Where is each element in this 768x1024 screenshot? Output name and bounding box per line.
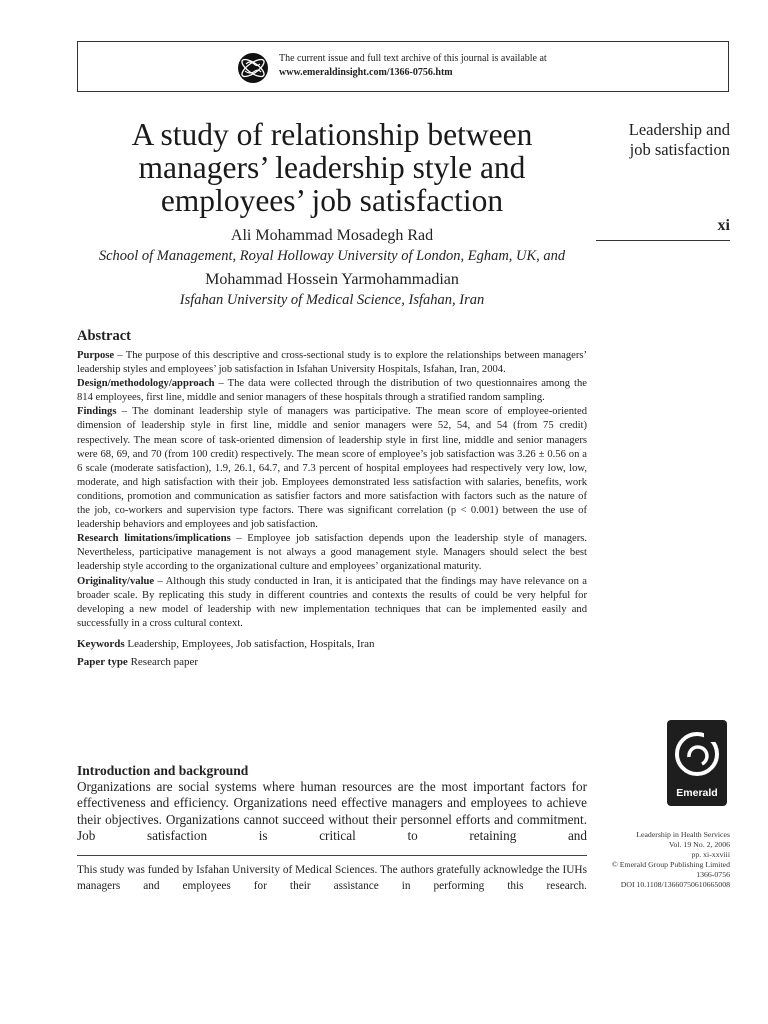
- abstract-limitations: [77, 532, 587, 574]
- abstract-design: [77, 377, 587, 405]
- section-label: Purpose: [77, 350, 115, 361]
- section-text: – Employee job satisfaction depends upon the leadership style of managers. Nevertheless, participative management is not always a good management style. Managers should select the best leadership style according to the organizational culture and employees’ organizational maturity.: [77, 533, 587, 573]
- abstract-originality: [77, 575, 587, 631]
- logo-wordmark: Emerald: [676, 787, 718, 799]
- author-name: Mohammad Hossein Yarmohammadian: [205, 271, 459, 288]
- paper-type-value: Research paper: [130, 655, 199, 668]
- abstract-heading: Abstract: [77, 328, 131, 344]
- copyright-notice: © Emerald Group Publishing Limited: [611, 860, 730, 869]
- title-line: managers’ leadership style and: [138, 150, 526, 185]
- paper-type-label: Paper type: [77, 655, 128, 668]
- journal-access-box: [77, 41, 729, 92]
- section-heading: Introduction and background: [77, 763, 249, 778]
- title-line: employees’ job satisfaction: [160, 183, 504, 218]
- section-text: – The data were collected through the distribution of two questionnaires among the 814 employees, first line, middle and senior managers of these hospitals through a stratified random sampling.: [77, 378, 587, 404]
- section-text: – The dominant leadership style of managers was participative. The mean score of employee-oriented dimension of leadership style in first line, middle and senior managers were 52, 54, and 54 (from 75 credit) respectively. The mean score of task-oriented dimension of leadership style in first line, middle and senior managers were 68, 69, and 70 (from 100 credit) respectively. The mean score of employee’s job satisfaction was 3.26 ± 0.56 on a 6 scale (moderate satisfaction), 1.9, 26.1, 64.7, and 7.3 percent of hospital employees had respectively very low, low, moderate, and high satisfaction with their job. Employees demonstrated less satisfaction with salaries, benefits, work conditions, promotion and communication as satisfier factors and more satisfaction with factors such as the nature of the job, co-workers and supervision type factors. There was significant correlation (p < 0.001) between the use of leadership behaviors and employees and job satisfaction.: [77, 406, 587, 531]
- section-label: Research limitations/implications: [77, 533, 231, 545]
- keywords-line: [77, 635, 587, 653]
- section-label: Originality/value: [77, 575, 155, 587]
- keywords-value: Leadership, Employees, Job satisfaction, Hospitals, Iran: [127, 637, 375, 650]
- funding-footnote: This study was funded by Isfahan University of Medical Sciences. The authors gratefully acknowledge the IUHs managers and employees for their assistance in performing this research.: [77, 864, 587, 892]
- running-head-line: Leadership and: [628, 120, 730, 139]
- publication-info: [588, 830, 730, 890]
- keywords-label: Keywords: [77, 637, 125, 650]
- emerald-swirl-icon: [667, 724, 727, 786]
- section-text: – Although this study conducted in Iran, it is anticipated that the findings may have relevance on a broader scale. By replicating this study in different countries and contexts the results of could be very helpful for developing a new model of leadership with new implementation techniques that can be implemented easily and successfully in a cross cultural context.: [77, 575, 587, 629]
- globe-icon: [237, 52, 269, 84]
- running-head-line: job satisfaction: [629, 140, 730, 159]
- page-number: xi: [717, 217, 730, 234]
- abstract-findings: [77, 405, 587, 532]
- paper-type-line: [77, 653, 587, 671]
- author-affiliation: School of Management, Royal Holloway University of London, Egham, UK, and: [98, 248, 566, 264]
- body-paragraph: Organizations are social systems where human resources are the most important factors for effectiveness and efficiency. Organizations need effective managers and employees to achieve their objectives. Organizations cannot succeed without their personnel efforts and commitment. Job satisfaction is critical to retaining and: [77, 779, 587, 844]
- abstract: [77, 327, 587, 671]
- journal-url-link[interactable]: www.emeraldinsight.com/1366-0756.htm: [279, 67, 453, 78]
- volume-info: Vol. 19 No. 2, 2006: [668, 840, 730, 849]
- issn: 1366-0756: [696, 870, 730, 879]
- access-notice: The current issue and full text archive of this journal is available at: [279, 53, 547, 64]
- section-label: Findings: [77, 406, 117, 418]
- doi: DOI 10.1108/13660750610665008: [620, 880, 730, 889]
- section-label: Design/methodology/approach: [77, 378, 215, 390]
- emerald-logo: [667, 720, 727, 806]
- side-divider: [596, 240, 730, 241]
- introduction-section: [77, 762, 587, 845]
- page-range: pp. xi-xxviii: [691, 850, 730, 859]
- author-name: Ali Mohammad Mosadegh Rad: [230, 227, 434, 244]
- abstract-purpose: [77, 349, 587, 377]
- running-head: [596, 120, 730, 160]
- author-affiliation: Isfahan University of Medical Science, Isfahan, Iran: [179, 292, 485, 308]
- journal-name: Leadership in Health Services: [636, 830, 730, 839]
- footnote-divider: [77, 855, 587, 856]
- title-line: A study of relationship between: [131, 117, 533, 152]
- article-title: [77, 118, 587, 217]
- section-text: – The purpose of this descriptive and cross-sectional study is to explore the relationships between managers’ leadership styles and employees’ job satisfaction in Isfahan University Hospitals, Isfahan, Iran, 2004.: [77, 350, 587, 376]
